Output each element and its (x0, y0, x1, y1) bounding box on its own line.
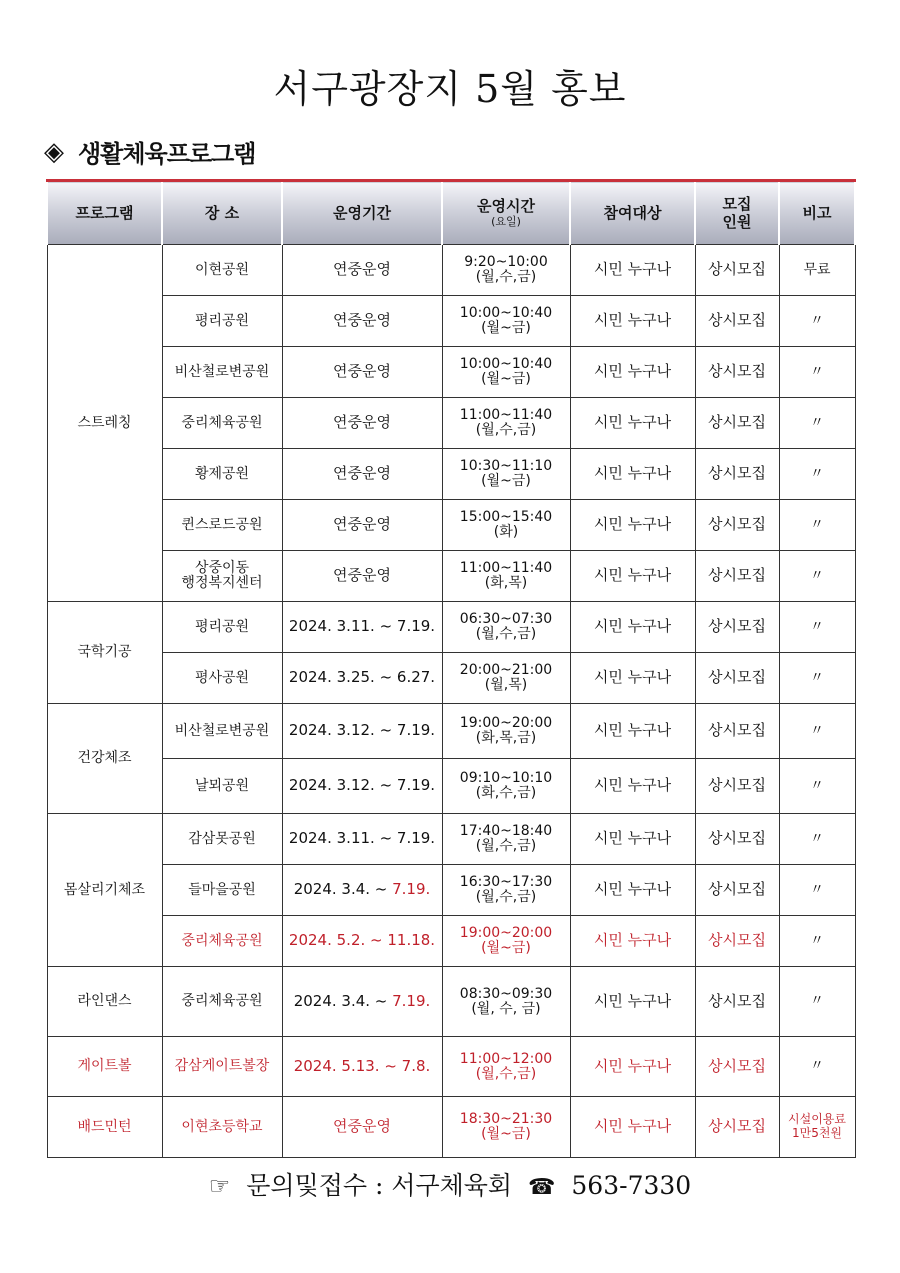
target-cell: 시민 누구나 (570, 245, 695, 296)
contact-label: 문의및접수 : 서구체육회 (246, 1171, 513, 1200)
recruit-cell: 상시모집 (695, 1037, 779, 1097)
program-name: 국학기공 (47, 602, 162, 704)
program-name: 몸살리기체조 (47, 814, 162, 967)
note-cell: 〃 (779, 500, 855, 551)
period-cell: 2024. 3.12. ~ 7.19. (282, 704, 442, 759)
note-cell: 〃 (779, 814, 855, 865)
telephone-icon: ☎ (528, 1175, 556, 1200)
page-title: 서구광장지 5월 홍보 (273, 67, 627, 111)
note-cell: 〃 (779, 296, 855, 347)
place-cell: 평사공원 (162, 653, 282, 704)
section-heading (44, 134, 255, 169)
time-cell: 16:30~17:30 (월,수,금) (442, 865, 570, 916)
time-cell: 10:00~10:40 (월~금) (442, 347, 570, 398)
target-cell: 시민 누구나 (570, 967, 695, 1037)
note-cell: 〃 (779, 1037, 855, 1097)
target-cell: 시민 누구나 (570, 296, 695, 347)
period-cell: 2024. 3.12. ~ 7.19. (282, 759, 442, 814)
header-program: 프로그램 (47, 181, 162, 245)
time-cell: 10:00~10:40 (월~금) (442, 296, 570, 347)
contact-footer (0, 1166, 900, 1202)
period-cell: 연중운영 (282, 296, 442, 347)
table-row (47, 449, 855, 500)
target-cell: 시민 누구나 (570, 449, 695, 500)
note-cell: 〃 (779, 653, 855, 704)
period-end: 7.19. (392, 880, 431, 899)
recruit-cell: 상시모집 (695, 551, 779, 602)
header-recruit: 모집 인원 (695, 181, 779, 245)
period-cell: 연중운영 (282, 347, 442, 398)
target-cell: 시민 누구나 (570, 653, 695, 704)
note-cell: 〃 (779, 865, 855, 916)
target-cell: 시민 누구나 (570, 1037, 695, 1097)
place-cell: 퀸스로드공원 (162, 500, 282, 551)
target-cell: 시민 누구나 (570, 759, 695, 814)
place-cell: 중리체육공원 (162, 398, 282, 449)
table-row (47, 602, 855, 653)
period-cell: 연중운영 (282, 398, 442, 449)
table-row (47, 551, 855, 602)
time-cell: 08:30~09:30 (월, 수, 금) (442, 967, 570, 1037)
target-cell: 시민 누구나 (570, 551, 695, 602)
target-cell: 시민 누구나 (570, 1097, 695, 1158)
recruit-cell: 상시모집 (695, 916, 779, 967)
time-cell: 15:00~15:40 (화) (442, 500, 570, 551)
program-table (46, 179, 856, 1158)
place-cell: 날뫼공원 (162, 759, 282, 814)
program-name: 게이트볼 (47, 1037, 162, 1097)
table-row (47, 967, 855, 1037)
table-row (47, 296, 855, 347)
time-cell: 19:00~20:00 (월~금) (442, 916, 570, 967)
table-row (47, 1097, 855, 1158)
header-time (442, 181, 570, 245)
time-cell: 06:30~07:30 (월,수,금) (442, 602, 570, 653)
time-cell: 10:30~11:10 (월~금) (442, 449, 570, 500)
table-body (47, 245, 855, 1158)
place-cell: 평리공원 (162, 296, 282, 347)
note-cell: 〃 (779, 449, 855, 500)
target-cell: 시민 누구나 (570, 602, 695, 653)
period-cell: 2024. 3.4. ~ 7.19. (282, 865, 442, 916)
time-cell: 09:10~10:10 (화,수,금) (442, 759, 570, 814)
place-cell: 이현초등학교 (162, 1097, 282, 1158)
table-row (47, 916, 855, 967)
period-cell: 2024. 3.4. ~ 7.19. (282, 967, 442, 1037)
note-cell: 〃 (779, 602, 855, 653)
target-cell: 시민 누구나 (570, 704, 695, 759)
recruit-cell: 상시모집 (695, 865, 779, 916)
place-cell: 비산철로변공원 (162, 347, 282, 398)
time-cell: 17:40~18:40 (월,수,금) (442, 814, 570, 865)
table-row (47, 653, 855, 704)
time-cell: 11:00~11:40 (월,수,금) (442, 398, 570, 449)
header-note: 비고 (779, 181, 855, 245)
time-cell: 9:20~10:00 (월,수,금) (442, 245, 570, 296)
time-cell: 11:00~12:00 (월,수,금) (442, 1037, 570, 1097)
recruit-cell: 상시모집 (695, 449, 779, 500)
period-cell: 2024. 3.25. ~ 6.27. (282, 653, 442, 704)
place-cell: 황제공원 (162, 449, 282, 500)
period-cell: 2024. 5.2. ~ 11.18. (282, 916, 442, 967)
note-cell: 〃 (779, 347, 855, 398)
period-cell: 2024. 3.11. ~ 7.19. (282, 814, 442, 865)
table-header-row (47, 181, 855, 245)
recruit-cell: 상시모집 (695, 967, 779, 1037)
place-cell: 중리체육공원 (162, 967, 282, 1037)
time-cell: 18:30~21:30 (월~금) (442, 1097, 570, 1158)
note-cell: 〃 (779, 551, 855, 602)
period-cell: 연중운영 (282, 500, 442, 551)
place-cell: 감삼못공원 (162, 814, 282, 865)
diamond-icon: ◈ (44, 136, 64, 167)
table-row (47, 500, 855, 551)
recruit-cell: 상시모집 (695, 653, 779, 704)
place-cell: 평리공원 (162, 602, 282, 653)
recruit-cell: 상시모집 (695, 759, 779, 814)
target-cell: 시민 누구나 (570, 347, 695, 398)
place-cell: 중리체육공원 (162, 916, 282, 967)
time-cell: 19:00~20:00 (화,목,금) (442, 704, 570, 759)
recruit-cell: 상시모집 (695, 500, 779, 551)
place-cell: 상중이동 행정복지센터 (162, 551, 282, 602)
program-name: 스트레칭 (47, 245, 162, 602)
header-target: 참여대상 (570, 181, 695, 245)
table-row (47, 398, 855, 449)
table-row (47, 759, 855, 814)
header-place: 장 소 (162, 181, 282, 245)
period-cell: 연중운영 (282, 245, 442, 296)
contact-number: 563-7330 (571, 1171, 692, 1200)
recruit-cell: 상시모집 (695, 602, 779, 653)
note-cell: 〃 (779, 967, 855, 1037)
target-cell: 시민 누구나 (570, 500, 695, 551)
program-name: 라인댄스 (47, 967, 162, 1037)
recruit-cell: 상시모집 (695, 814, 779, 865)
pointing-hand-icon: ☞ (208, 1172, 231, 1200)
target-cell: 시민 누구나 (570, 865, 695, 916)
program-name: 배드민턴 (47, 1097, 162, 1158)
period-end: 7.19. (392, 991, 431, 1010)
target-cell: 시민 누구나 (570, 398, 695, 449)
note-cell: 〃 (779, 398, 855, 449)
recruit-cell: 상시모집 (695, 704, 779, 759)
table-row (47, 814, 855, 865)
note-cell: 〃 (779, 916, 855, 967)
section-title: 생활체육프로그램 (78, 140, 256, 168)
note-cell: 〃 (779, 704, 855, 759)
header-period: 운영기간 (282, 181, 442, 245)
target-cell: 시민 누구나 (570, 814, 695, 865)
period-cell: 연중운영 (282, 1097, 442, 1158)
note-cell: 시설이용료 1만5천원 (779, 1097, 855, 1158)
table-row (47, 1037, 855, 1097)
table-row (47, 704, 855, 759)
table-row (47, 865, 855, 916)
recruit-cell: 상시모집 (695, 296, 779, 347)
note-cell: 무료 (779, 245, 855, 296)
header-time-main: 운영시간 (477, 197, 535, 216)
time-cell: 20:00~21:00 (월,목) (442, 653, 570, 704)
recruit-cell: 상시모집 (695, 1097, 779, 1158)
period-cell: 2024. 3.11. ~ 7.19. (282, 602, 442, 653)
recruit-cell: 상시모집 (695, 347, 779, 398)
note-cell: 〃 (779, 759, 855, 814)
table-row (47, 245, 855, 296)
recruit-cell: 상시모집 (695, 398, 779, 449)
time-cell: 11:00~11:40 (화,목) (442, 551, 570, 602)
place-cell: 들마을공원 (162, 865, 282, 916)
period-cell: 2024. 5.13. ~ 7.8. (282, 1037, 442, 1097)
recruit-cell: 상시모집 (695, 245, 779, 296)
target-cell: 시민 누구나 (570, 916, 695, 967)
place-cell: 비산철로변공원 (162, 704, 282, 759)
period-cell: 연중운영 (282, 551, 442, 602)
header-time-sub: (요일) (491, 215, 521, 229)
place-cell: 감삼게이트볼장 (162, 1037, 282, 1097)
period-cell: 연중운영 (282, 449, 442, 500)
table-row (47, 347, 855, 398)
place-cell: 이현공원 (162, 245, 282, 296)
program-name: 건강체조 (47, 704, 162, 814)
